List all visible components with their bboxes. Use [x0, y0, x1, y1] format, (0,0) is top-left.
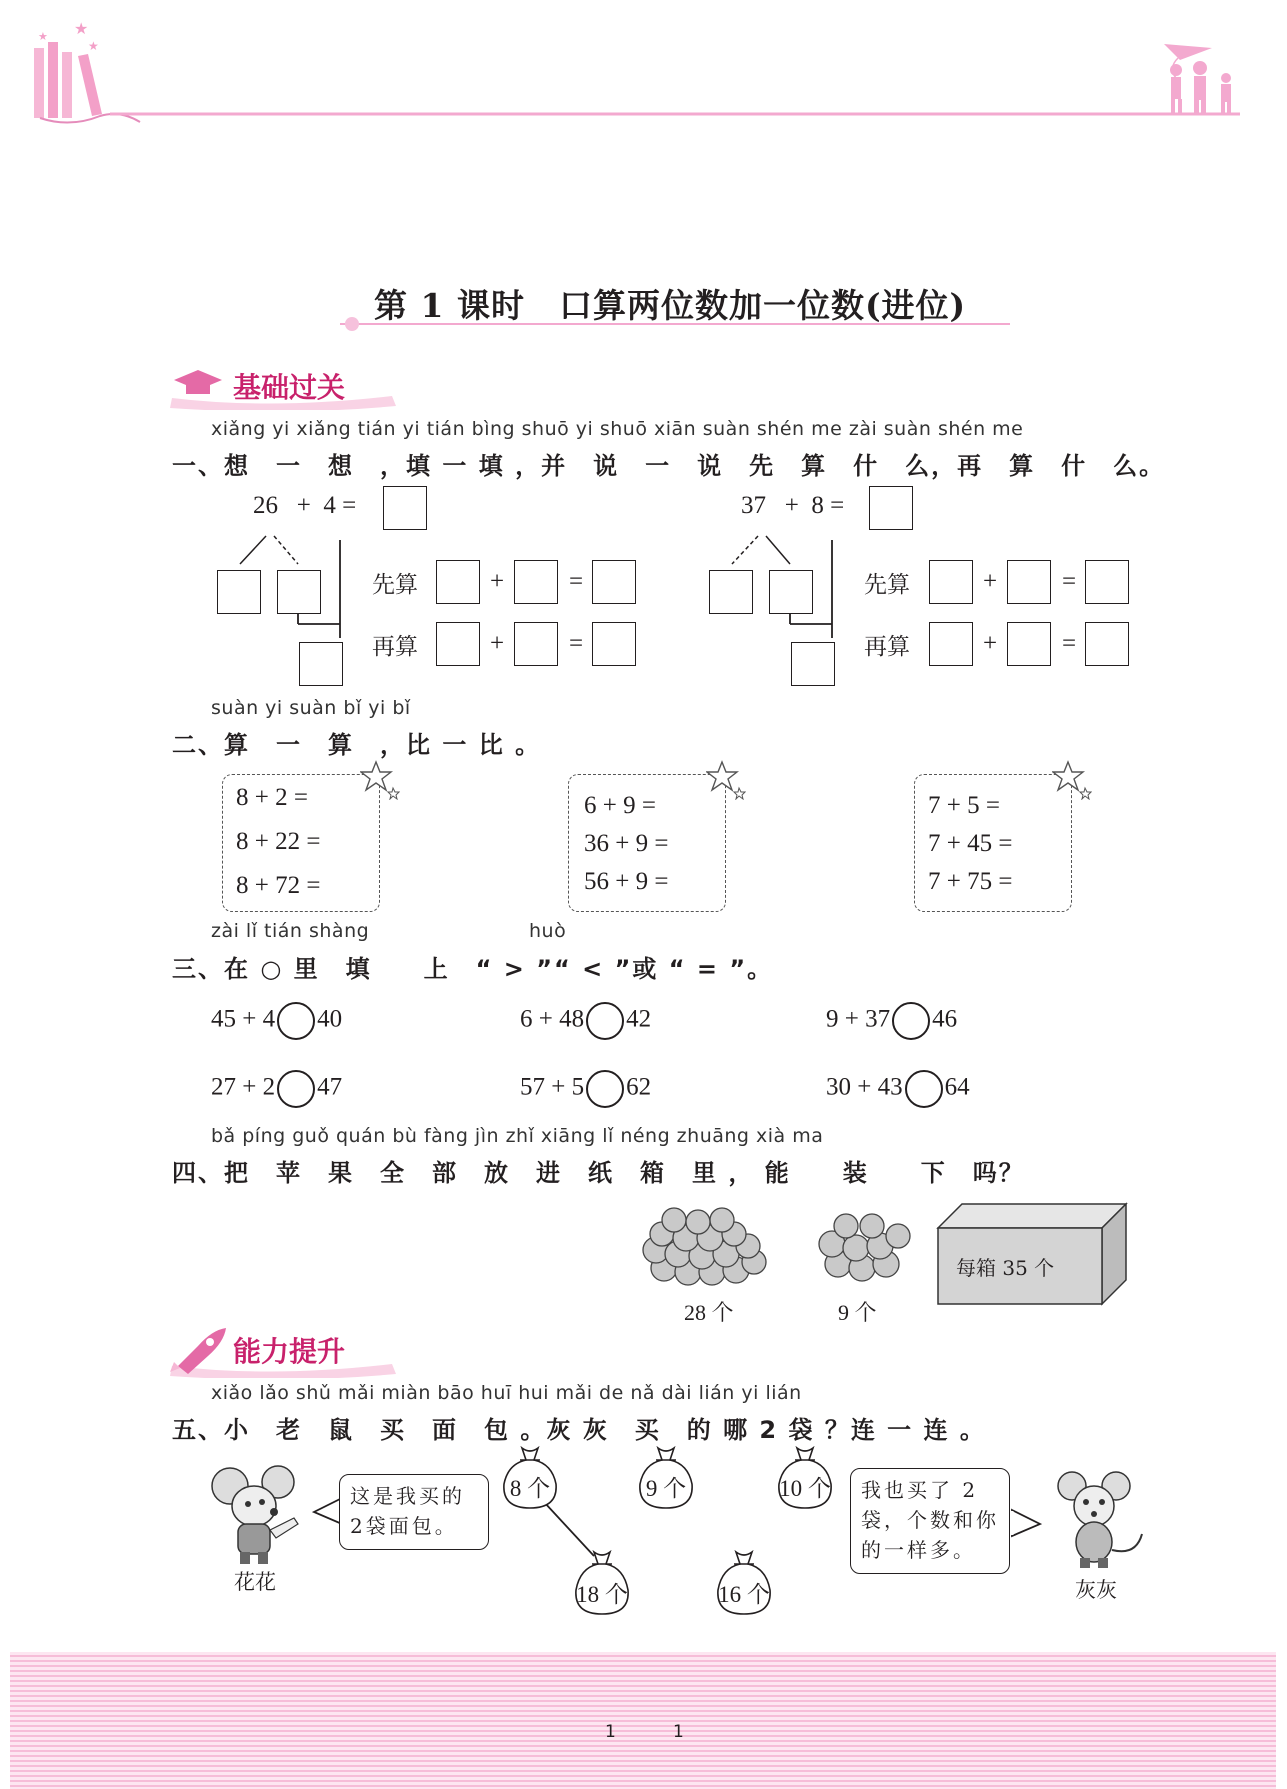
- q1-left-split-box-a[interactable]: [217, 570, 261, 614]
- q1-left-then-label: 再算: [372, 634, 418, 660]
- q1-right-first-box-b[interactable]: [1007, 560, 1051, 604]
- q1-right-then-plus: +: [983, 630, 998, 657]
- q2-g2-item-3[interactable]: 56 + 9 =: [584, 868, 669, 895]
- q1-right-first-box-c[interactable]: [1085, 560, 1129, 604]
- q2-g1-item-1[interactable]: 8 + 2 =: [236, 784, 308, 811]
- bag-10[interactable]: [774, 1446, 836, 1510]
- books-logo-icon: [34, 19, 140, 123]
- q1-right-then-box-c[interactable]: [1085, 622, 1129, 666]
- q1-right-answer-box[interactable]: [869, 486, 913, 530]
- footer-band: [10, 1652, 1276, 1789]
- q3-r1-c3: 9 + 37 46: [826, 1002, 957, 1040]
- q2-pinyin: suàn yi suàn bǐ yi bǐ: [211, 697, 411, 719]
- q1-right-split-box-b[interactable]: [769, 570, 813, 614]
- svg-text:★: ★: [38, 30, 48, 43]
- page-number-right: 1: [673, 1722, 684, 1742]
- huihui-bubble-tail: [1010, 1508, 1042, 1538]
- q1-left-first-label: 先算: [372, 572, 418, 598]
- star-icon: [1052, 760, 1092, 800]
- bag-18-label: 18 个: [576, 1582, 628, 1607]
- q1-left-split-box-b[interactable]: [277, 570, 321, 614]
- q1-left-first-equals: =: [569, 568, 584, 595]
- q1-right-then-box-a[interactable]: [929, 622, 973, 666]
- q1-right-split-box-a[interactable]: [709, 570, 753, 614]
- bag-8[interactable]: [500, 1446, 560, 1510]
- section-basic-title: 基础过关: [233, 371, 346, 404]
- q3-r2-c3: 30 + 43 64: [826, 1070, 970, 1108]
- title-underline: [340, 316, 1020, 332]
- q1-left-first-box-c[interactable]: [592, 560, 636, 604]
- q2-question: 二、算 一 算 ，比 一 比 。: [172, 731, 542, 759]
- apple-pile-9-icon: [816, 1206, 912, 1286]
- q1-right-first-label: 先算: [864, 572, 910, 598]
- star-icon: [360, 760, 400, 800]
- q3-pinyin-a: zài lǐ tián shàng: [211, 920, 370, 942]
- q1-left-first-box-b[interactable]: [514, 560, 558, 604]
- bag-10-label: 10 个: [779, 1476, 831, 1501]
- bag-9-label: 9 个: [645, 1476, 687, 1501]
- bag-9[interactable]: [636, 1446, 696, 1510]
- q1-right-first-equals: =: [1062, 568, 1077, 595]
- carton-box-label: 每箱 35 个: [956, 1256, 1055, 1280]
- q1-right-then-equals: =: [1062, 630, 1077, 657]
- q1-left-then-box-b[interactable]: [514, 622, 558, 666]
- apple-pile-9-label: 9 个: [838, 1300, 877, 1325]
- huahua-mouse-icon: [204, 1464, 310, 1568]
- huahua-bubble-tail: [312, 1496, 342, 1526]
- kids-kite-icon: [1164, 44, 1231, 114]
- q3-pinyin-b: huò: [529, 920, 567, 942]
- q2-g3-item-1[interactable]: 7 + 5 =: [928, 792, 1000, 819]
- q2-g1-item-3[interactable]: 8 + 72 =: [236, 872, 321, 899]
- bag-8-label: 8 个: [509, 1476, 551, 1501]
- q1-right-first-plus: +: [983, 568, 998, 595]
- q1-right-first-box-a[interactable]: [929, 560, 973, 604]
- bag-16-label: 16 个: [718, 1582, 770, 1607]
- q1-pinyin: xiǎng yi xiǎng tián yi tián bìng shuō yi shuō xiān suàn shén me zài suàn shén me: [211, 418, 1024, 440]
- apple-pile-28-label: 28 个: [684, 1300, 734, 1325]
- q3-r1-c2: 6 + 48 42: [520, 1002, 651, 1040]
- svg-text:★: ★: [74, 19, 89, 38]
- bag-16[interactable]: [714, 1550, 774, 1616]
- q3-r1-c1: 45 + 4 40: [211, 1002, 342, 1040]
- q1-left-then-plus: +: [490, 630, 505, 657]
- q1-question: 一、想 一 想 ，填 一 填 ，并 说 一 说 先 算 什 么，再 算 什 么。: [172, 452, 1166, 480]
- q1-left-result-box[interactable]: [299, 642, 343, 686]
- q5-pinyin: xiǎo lǎo shǔ mǎi miàn bāo huī hui mǎi de nǎ dài lián yi lián: [211, 1382, 802, 1404]
- q1-left-first-box-a[interactable]: [436, 560, 480, 604]
- page-title: 第 1 课时 口算两位数加一位数(进位): [374, 286, 967, 325]
- huahua-name: 花花: [234, 1570, 276, 1594]
- huihui-name: 灰灰: [1075, 1578, 1117, 1602]
- q4-pinyin: bǎ píng guǒ quán bù fàng jìn zhǐ xiāng lǐ néng zhuāng xià ma: [211, 1125, 824, 1147]
- q3-r2-c2: 57 + 5 62: [520, 1070, 651, 1108]
- svg-text:★: ★: [88, 39, 99, 53]
- q1-right-then-box-b[interactable]: [1007, 622, 1051, 666]
- q3-r2-c1: 27 + 2 47: [211, 1070, 342, 1108]
- huihui-mouse-icon: [1046, 1468, 1152, 1572]
- compare-circle[interactable]: [586, 1002, 624, 1040]
- page-number-left: 1: [605, 1722, 616, 1742]
- compare-circle[interactable]: [892, 1002, 930, 1040]
- q1-left-then-equals: =: [569, 630, 584, 657]
- q1-left-expression: 26 + 4 =: [253, 492, 357, 519]
- q1-left-first-plus: +: [490, 568, 505, 595]
- compare-circle[interactable]: [586, 1070, 624, 1108]
- q2-g2-item-2[interactable]: 36 + 9 =: [584, 830, 669, 857]
- q1-right-result-box[interactable]: [791, 642, 835, 686]
- apple-pile-28-icon: [640, 1202, 770, 1288]
- bag-18[interactable]: [572, 1550, 632, 1616]
- q5-question: 五、小 老 鼠 买 面 包 。灰 灰 买 的 哪 2 袋 ？连 一 连 。: [172, 1416, 986, 1444]
- huihui-speech-bubble: 我也买了 2 袋，个数和你的一样多。: [850, 1468, 1010, 1574]
- compare-circle[interactable]: [905, 1070, 943, 1108]
- section-advanced-title: 能力提升: [233, 1335, 346, 1368]
- star-icon: [706, 760, 746, 800]
- q1-right-expression: 37 + 8 =: [741, 492, 845, 519]
- compare-circle[interactable]: [277, 1002, 315, 1040]
- q1-left-then-box-c[interactable]: [592, 622, 636, 666]
- huahua-speech-bubble: 这是我买的2袋面包。: [339, 1474, 489, 1550]
- q2-g2-item-1[interactable]: 6 + 9 =: [584, 792, 656, 819]
- q3-question: 三、在 ○ 里 填 上 “ > ”“ < ”或 “ = ”。: [172, 955, 774, 983]
- q4-question: 四、把 苹 果 全 部 放 进 纸 箱 里 ， 能 装 下 吗？: [172, 1159, 1025, 1187]
- q2-g3-item-2[interactable]: 7 + 45 =: [928, 830, 1013, 857]
- header-decoration: [0, 0, 1287, 140]
- q1-left-answer-box[interactable]: [383, 486, 427, 530]
- q2-g3-item-3[interactable]: 7 + 75 =: [928, 868, 1013, 895]
- compare-circle[interactable]: [277, 1070, 315, 1108]
- q2-g1-item-2[interactable]: 8 + 22 =: [236, 828, 321, 855]
- q1-right-then-label: 再算: [864, 634, 910, 660]
- q1-left-then-box-a[interactable]: [436, 622, 480, 666]
